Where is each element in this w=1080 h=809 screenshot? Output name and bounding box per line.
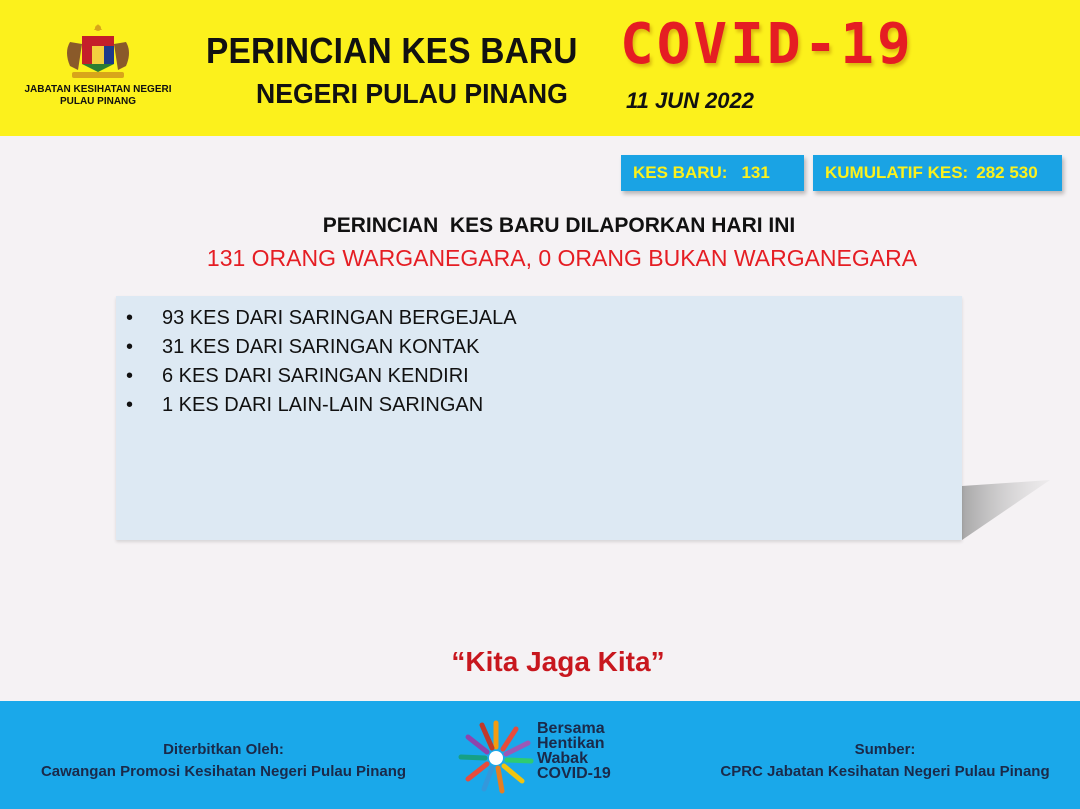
case-source-list xyxy=(116,296,962,420)
report-date: 11 JUN 2022 xyxy=(626,88,755,113)
cumulative-cases-value: 282 530 xyxy=(976,163,1038,182)
campaign-line1: Bersama xyxy=(537,720,605,737)
source-value: CPRC Jabatan Kesihatan Negeri Pulau Pinang xyxy=(720,763,1050,780)
state-title: NEGERI PULAU PINANG xyxy=(256,78,568,109)
cumulative-cases-label: KUMULATIF KES: xyxy=(825,163,969,182)
list-item xyxy=(116,362,962,391)
campaign-logo-text xyxy=(537,721,611,781)
page-title: PERINCIAN KES BARU xyxy=(206,30,578,71)
footer-banner xyxy=(0,701,1080,809)
bullet: • xyxy=(126,394,134,416)
coat-of-arms-icon xyxy=(58,22,138,82)
slogan: “Kita Jaga Kita” xyxy=(451,646,665,677)
campaign-line4: COVID-19 xyxy=(537,765,611,782)
bullet: • xyxy=(126,365,134,387)
list-item-text: 6 KES DARI SARINGAN KENDIRI xyxy=(162,365,469,387)
department-line1: JABATAN KESIHATAN NEGERI xyxy=(24,84,172,95)
header-banner xyxy=(0,0,1080,136)
list-item xyxy=(116,391,962,420)
list-item xyxy=(116,304,962,333)
list-item-text: 93 KES DARI SARINGAN BERGEJALA xyxy=(162,307,517,329)
publisher-label: Diterbitkan Oleh: xyxy=(163,741,284,758)
publisher-value: Cawangan Promosi Kesihatan Negeri Pulau Pinang xyxy=(40,763,407,780)
new-cases-badge xyxy=(621,155,804,191)
covid-label: COVID-19 xyxy=(620,12,914,77)
cumulative-cases-badge xyxy=(813,155,1062,191)
campaign-burst-icon xyxy=(456,717,536,797)
case-details-panel xyxy=(116,296,962,540)
campaign-line3: Wabak xyxy=(537,750,588,767)
bullet: • xyxy=(126,307,134,329)
department-line2: PULAU PINANG xyxy=(59,96,137,107)
source-label: Sumber: xyxy=(854,741,916,758)
citizenship-breakdown: 131 ORANG WARGANEGARA, 0 ORANG BUKAN WARGANEGARA xyxy=(206,245,918,271)
new-cases-value: 131 xyxy=(741,163,770,182)
list-item-text: 31 KES DARI SARINGAN KONTAK xyxy=(162,336,480,358)
list-item-text: 1 KES DARI LAIN-LAIN SARINGAN xyxy=(162,394,484,416)
department-name xyxy=(8,84,188,108)
list-item xyxy=(116,333,962,362)
bullet: • xyxy=(126,336,134,358)
summary-heading: PERINCIAN KES BARU DILAPORKAN HARI INI xyxy=(322,214,796,237)
campaign-line2: Hentikan xyxy=(537,735,605,752)
new-cases-label: KES BARU: xyxy=(633,163,728,182)
